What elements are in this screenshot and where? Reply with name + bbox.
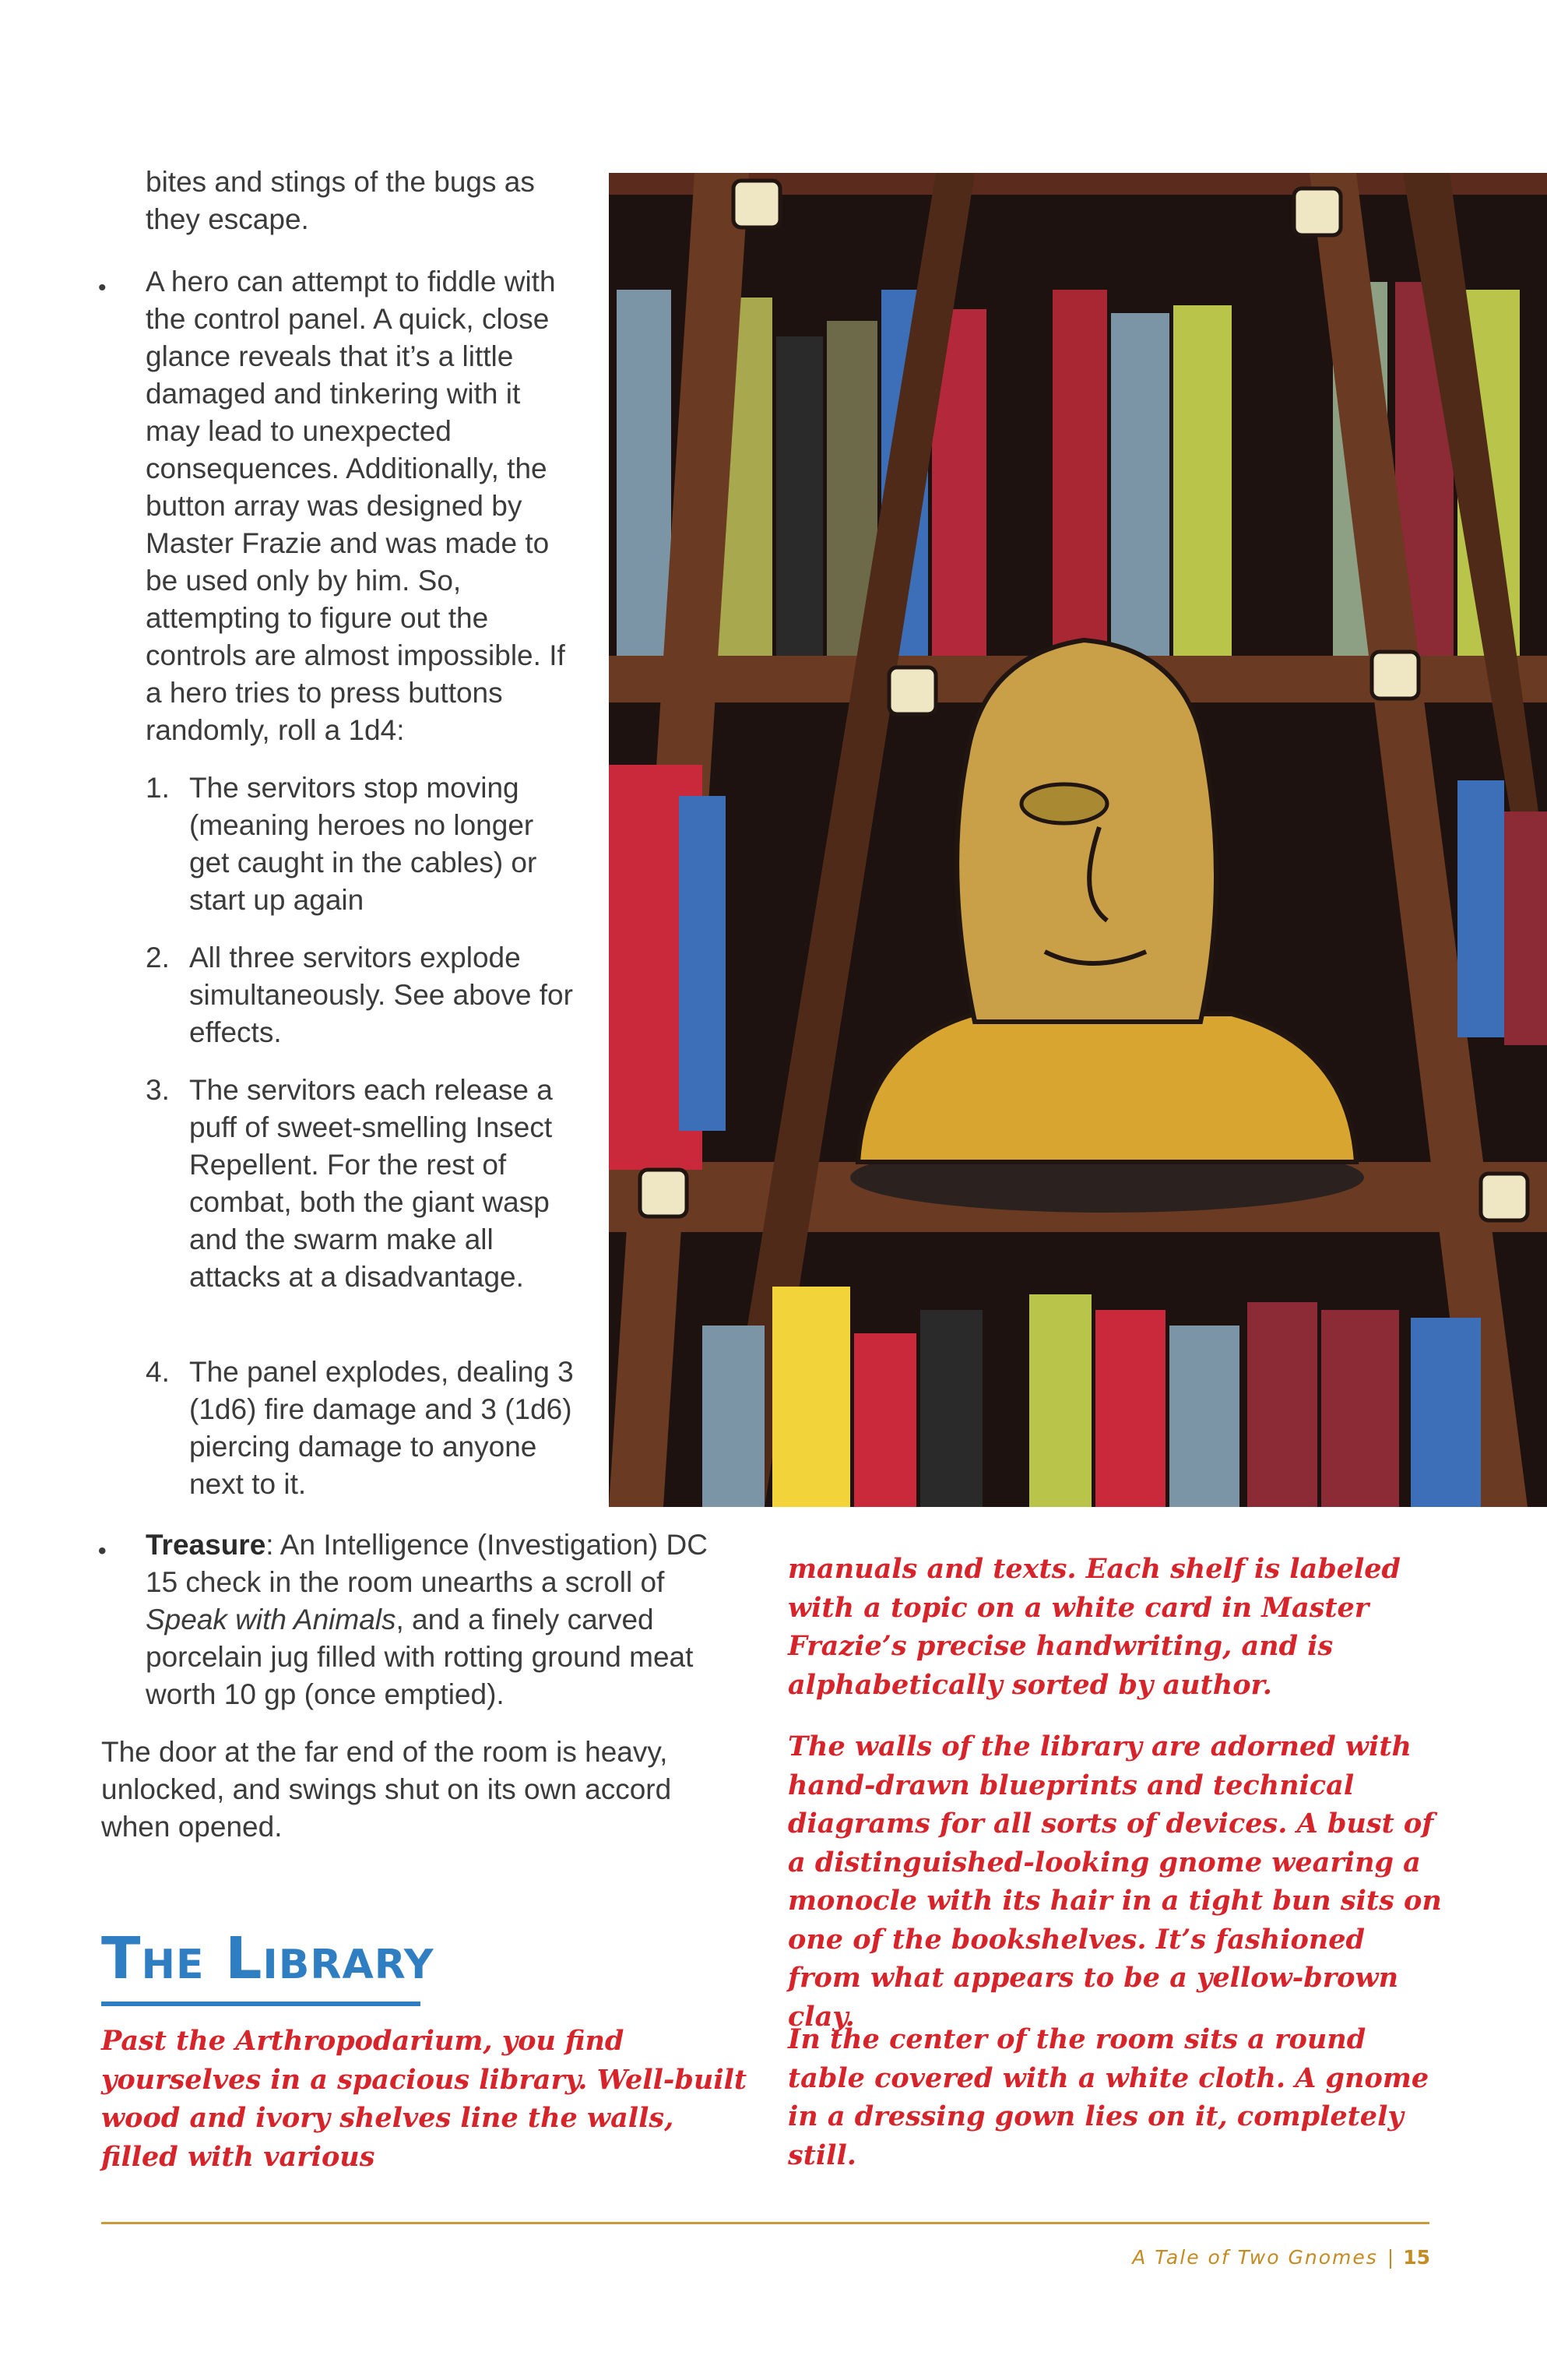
list-number: 1. <box>146 772 170 804</box>
continuation-text: bites and stings of the bugs as they escape. <box>146 166 535 235</box>
page-number: 15 <box>1403 2246 1430 2269</box>
library-bust-illustration <box>609 173 1547 1507</box>
treasure-text-end: , and a finely carved porcelain jug filled with rotting ground meat worth 10 gp (once emptied). <box>146 1604 694 1710</box>
read-aloud-left: Past the Arthropodarium, you find yourselves in a spacious library. Well-built wood and ivory shelves line the walls, filled with various <box>101 2025 747 2173</box>
page-footer <box>1132 2246 1430 2269</box>
footer-rule <box>101 2222 1429 2224</box>
read-aloud-right-3: In the center of the room sits a round table covered with a white cloth. A gnome in a dressing gown lies on it, completely still. <box>788 2023 1429 2171</box>
list-text: The servitors each release a puff of sweet-smelling Insect Repellent. For the rest of combat, both the giant wasp and the swarm make all attacks at a disadvantage. <box>189 1074 553 1293</box>
section-heading: The Library <box>101 1925 434 1992</box>
control-panel-paragraph: A hero can attempt to fiddle with the control panel. A quick, close glance reveals that it’s a little damaged and tinkering with it may lead to unexpected consequences. Additionally, the button array was designed by Master Frazie and was made to be used only by him. So, attempting to figure out the controls are almost impossible. If a hero tries to press buttons randomly, roll a 1d4: <box>146 266 565 746</box>
treasure-label: Treasure <box>146 1529 266 1561</box>
door-paragraph: The door at the far end of the room is heavy, unlocked, and swings shut on its own accord when opened. <box>101 1736 672 1843</box>
treasure-paragraph <box>146 1526 745 1713</box>
bookshelf-drawing <box>609 173 1547 1507</box>
bottom-books <box>702 1287 1481 1507</box>
list-number: 4. <box>146 1356 170 1388</box>
list-text: The servitors stop moving (meaning heroes no longer get caught in the cables) or start up again <box>189 772 537 916</box>
book-title: A Tale of Two Gnomes <box>1132 2246 1378 2269</box>
bullet-dot: • <box>98 275 107 301</box>
footer-separator: | <box>1387 2246 1394 2269</box>
list-number: 2. <box>146 942 170 973</box>
heading-underline <box>101 2002 420 2006</box>
treasure-text: : An Intelligence (Investigation) DC 15 check in the room unearths a scroll of <box>146 1529 708 1598</box>
list-text: The panel explodes, dealing 3 (1d6) fire damage and 3 (1d6) piercing damage to anyone next to it. <box>189 1356 574 1500</box>
list-text: All three servitors explode simultaneously. See above for effects. <box>189 942 573 1048</box>
list-number: 3. <box>146 1074 170 1106</box>
bullet-dot: • <box>98 1538 107 1564</box>
read-aloud-right-1: manuals and texts. Each shelf is labeled with a topic on a white card in Master Frazie’s precise handwriting, and is alphabetically sorted by author. <box>788 1553 1401 1701</box>
spell-name: Speak with Animals <box>146 1604 396 1635</box>
read-aloud-right-2: The walls of the library are adorned with hand-drawn blueprints and technical diagrams for all sorts of devices. A bust of a distinguished-looking gnome wearing a monocle with its hair in a tight bun sits on one of the bookshelves. It’s fashioned from what appears to be a yellow-brown clay. <box>788 1730 1442 2033</box>
